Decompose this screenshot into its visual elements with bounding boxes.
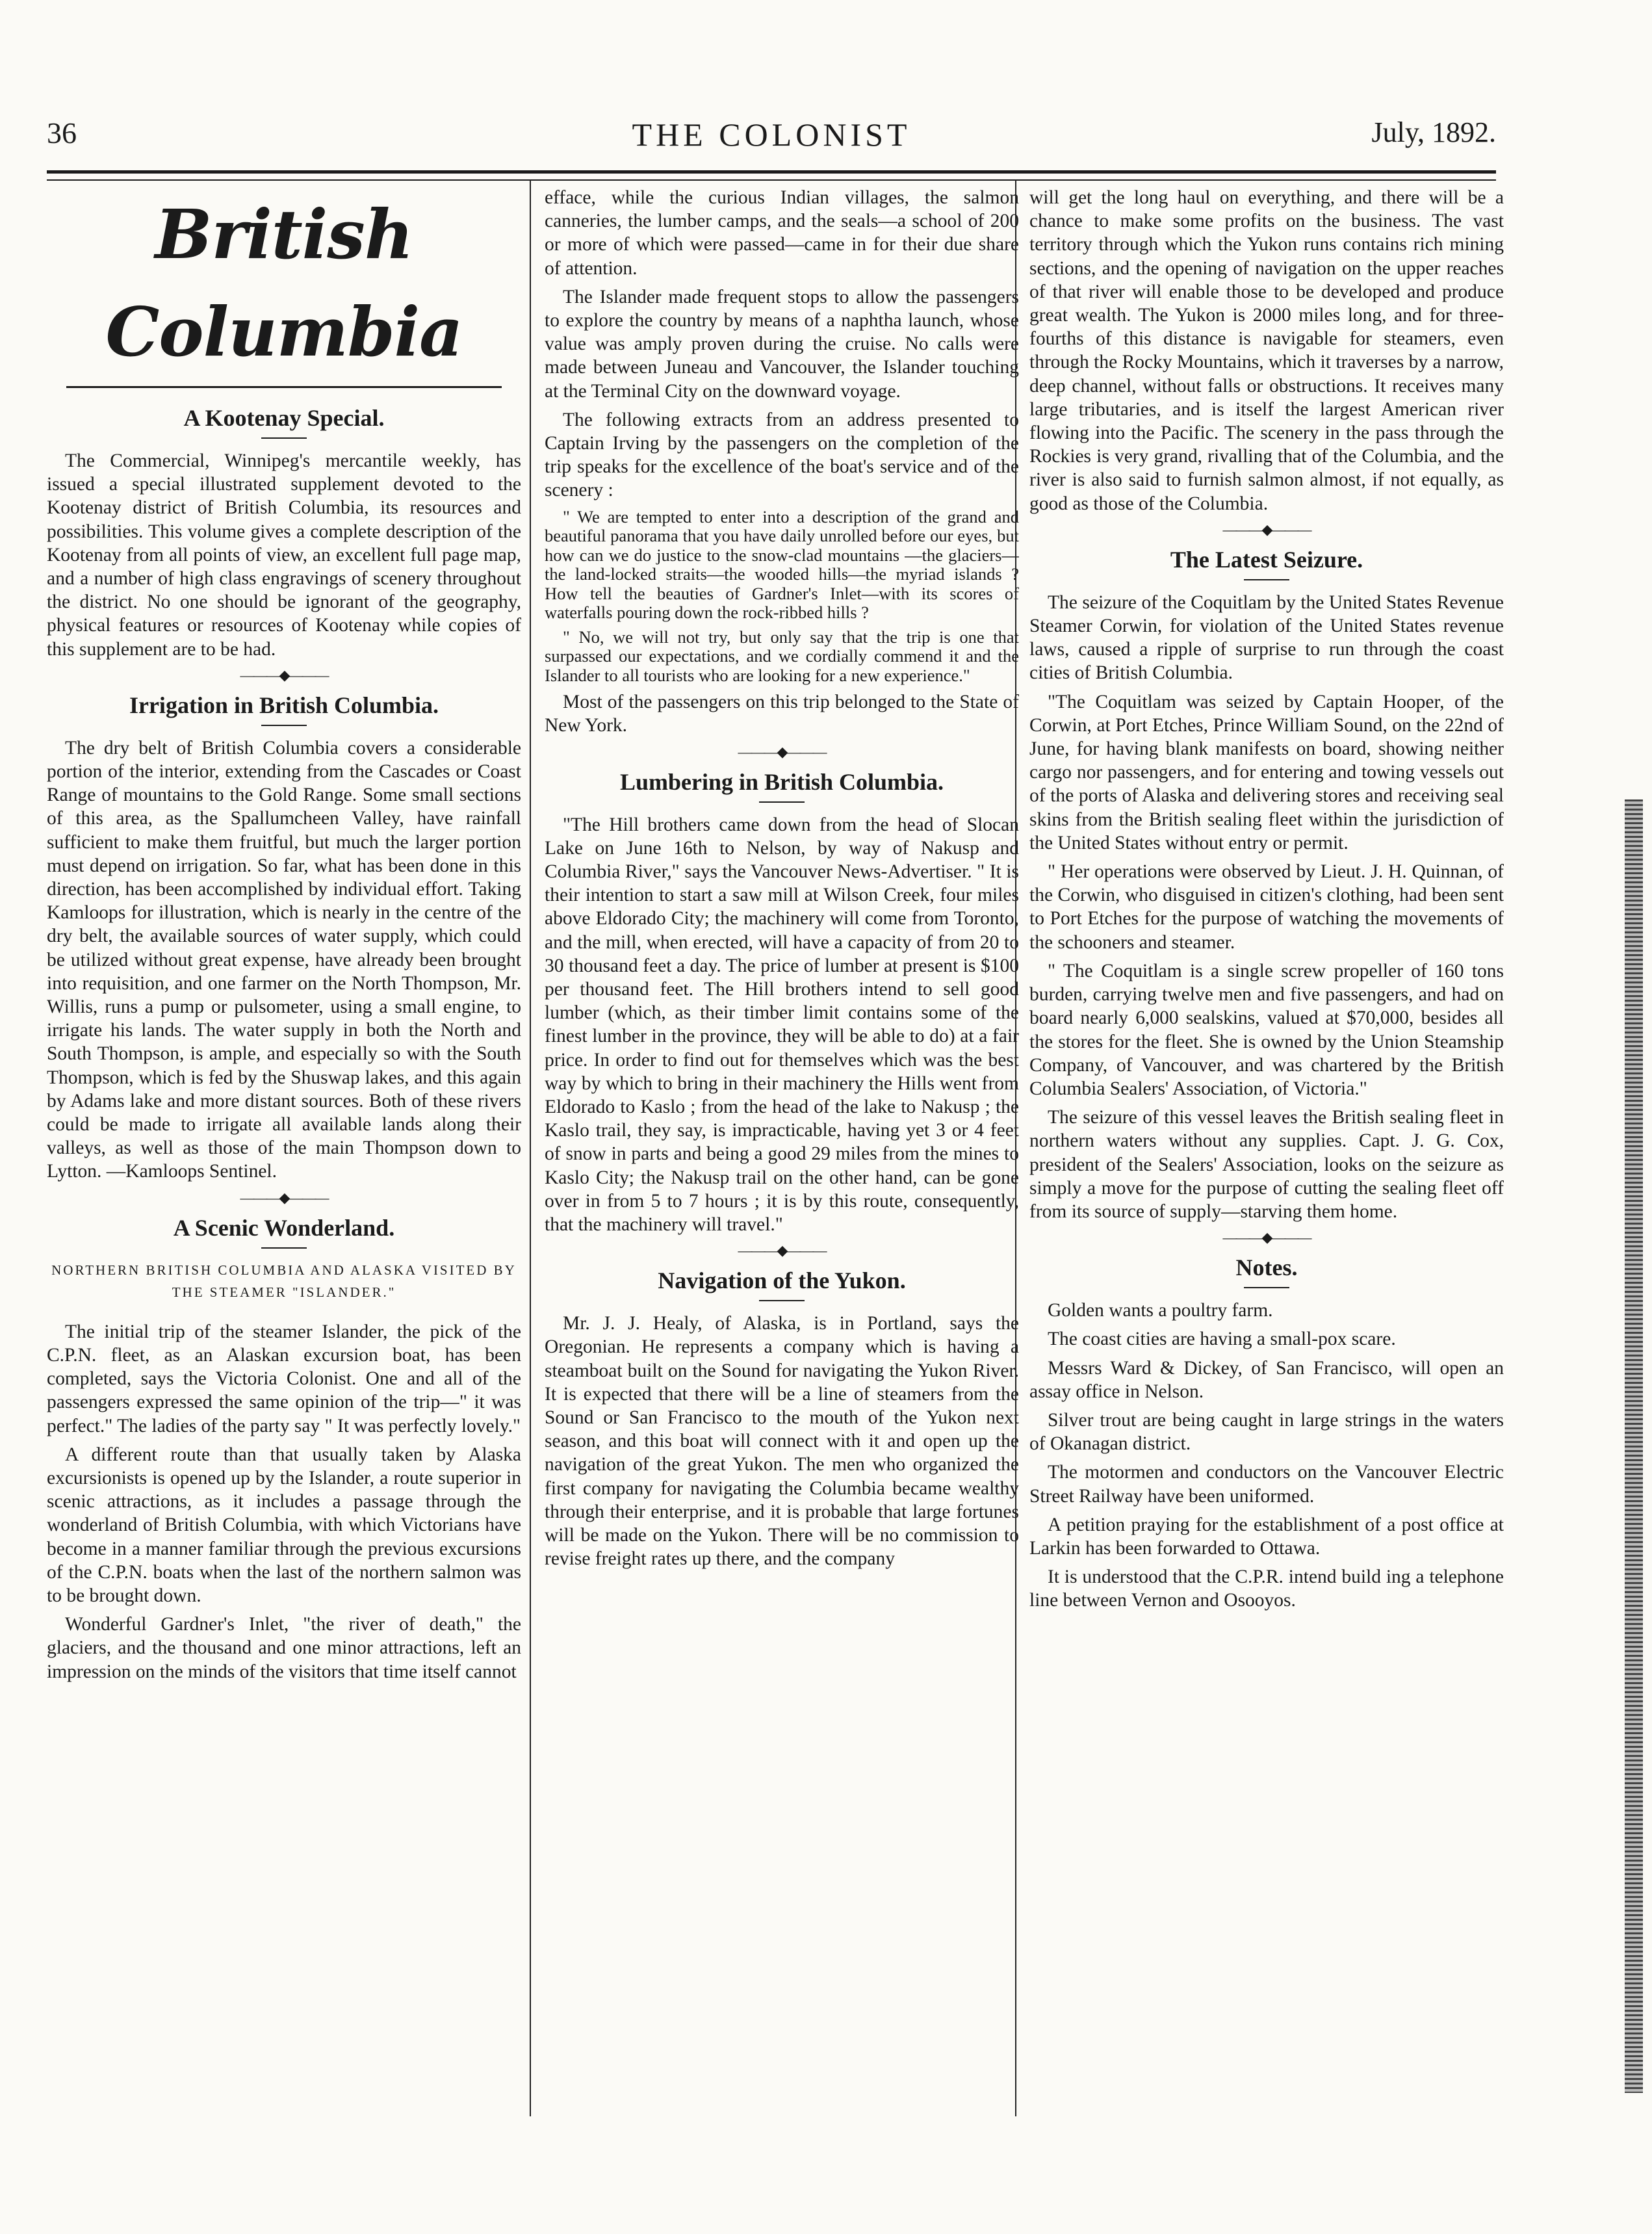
note-item: A petition praying for the establishment of a post office at Larkin has been forwarded to Ottawa. xyxy=(1029,1514,1504,1559)
section-masthead: British Columbia xyxy=(105,194,463,372)
article-title: A Kootenay Special. xyxy=(183,405,385,431)
article-paragraph: will get the long haul on everything, and there will be a chance to make some profits on the business. The vast territory through which the Yukon runs contains rich mining sections, and the opening of navigation on the upper reaches of that river will enable those to be developed and produce great wealth. The Yukon is 2000 miles long, and for three-fourths of this distance is navigable for steamers, even through the Rocky Mountains, which it traverses by a narrow, deep channel, without falls or obstructions. It receives many large tributaries, and is itself the largest American river flowing into the Pacific. The scenery in the pass through the Rockies is very grand, rivalling that of the Columbia, and the river is also said to furnish salmon almost, if not equally, as good as those of the Columbia. xyxy=(1029,187,1504,514)
note-item: The motormen and conductors on the Vancouver Electric Street Railway have been uniformed. xyxy=(1029,1462,1504,1507)
section-divider: ———◆——— xyxy=(240,1189,328,1206)
masthead-rule xyxy=(66,386,502,388)
article-paragraph: The initial trip of the steamer Islander, the pick of the C.P.N. fleet, as an Alaskan excursion boat, has been completed, says the Victoria Colonist. One and all of the passengers expressed the same opinion of the trip—" it was perfect." The ladies of the party say " It was perfectly lovely." xyxy=(47,1321,521,1436)
article-paragraph: Most of the passengers on this trip belonged to the State of New York. xyxy=(545,692,1019,736)
article-title: A Scenic Wonderland. xyxy=(173,1214,395,1241)
note-item: The coast cities are having a small-pox scare. xyxy=(1048,1329,1396,1350)
publication-title: THE COLONIST xyxy=(632,116,911,153)
note-item: Messrs Ward & Dickey, of San Francisco, will open an assay office in Nelson. xyxy=(1029,1357,1504,1402)
article-paragraph: " The Coquitlam is a single screw propeller of 160 tons burden, carrying twelve men and five passengers, and had on board nearly 6,000 sealskins, valued at $70,000, besides all the stores for the fleet. She is owned by the Union Steamship Company, of Vancouver, and was chartered by the British Columbia Sealers' Association, of Victoria." xyxy=(1029,960,1504,1099)
column-1 xyxy=(47,186,521,2136)
article-paragraph: Mr. J. J. Healy, of Alaska, is in Portland, says the Oregonian. He represents a company which is having a steamboat built on the Sound for navigating the Yukon River. It is expected that there will be a line of steamers from the Sound or San Francisco to the mouth of the Yukon next season, and this boat will connect with it and open up the navigation of the great Yukon. The men who organized the first company for navigating the Columbia became wealthy through their enterprise, and it is probable that large fortunes will be made on the Yukon. There will be no commission to revise freight rates up there, and the company xyxy=(545,1313,1019,1570)
column-rule xyxy=(530,179,531,2116)
quoted-paragraph: " We are tempted to enter into a description of the grand and beautiful panorama that you have daily unrolled before our eyes, but how can we do justice to the snow-clad mountains —the glaciers—the land-locked straits—the wooded hills—the myriad islands ? How tell the beauties of Gardner's Inlet—with its scores of waterfalls pouring down the rock-ribbed hills ? xyxy=(545,506,1019,623)
article-paragraph: " Her operations were observed by Lieut. J. H. Quinnan, of the Corwin, who disguised in citizen's clothing, had been sent to Port Etches for the purpose of watching the movements of the schooners and steamer. xyxy=(1029,861,1504,953)
article-subhead: NORTHERN BRITISH COLUMBIA AND ALASKA VISITED BY THE STEAMER "ISLANDER." xyxy=(51,1262,517,1300)
article-paragraph: The following extracts from an address presented to Captain Irving by the passengers on the completion of the trip speaks for the excellence of the boat's service and of the scenery : xyxy=(545,409,1019,501)
article-title: Lumbering in British Columbia. xyxy=(619,768,944,795)
article-paragraph: efface, while the curious Indian villages, the salmon canneries, the lumber camps, and the seals—a school of 200 or more of which were passed—came in for their due share of attention. xyxy=(545,187,1019,279)
note-item: Golden wants a poultry farm. xyxy=(1048,1300,1273,1321)
title-rule xyxy=(759,1300,805,1301)
article-title: Irrigation in British Columbia. xyxy=(129,692,439,718)
scan-binding-edge xyxy=(1625,799,1643,2093)
article-paragraph: "The Hill brothers came down from the head of Slocan Lake on June 16th to Nelson, by way of Nakusp and Columbia River," says the Vancouver News-Advertiser. " It is their intention to start a saw mill at Wilson Creek, four miles above Eldorado City; the machinery will come from Toronto, and the mill, when erected, will have a capacity of from 20 to 30 thousand feet a day. The price of lumber at present is $100 per thousand feet. The Hill brothers intend to sell good lumber (which, as their timber limit contains some of the finest lumber in the province, they will be able to do) at a fair price. In order to find out for themselves which was the best way by which to bring in their machinery the Hills went from Eldorado to Kaslo ; from the head of the lake to Nakusp ; the Kaslo trail, they say, is impracticable, having yet 3 or 4 feet of snow in parts and being a good 29 miles from the mines to Kaslo City; the Nakusp trail on the other hand, can be gone over in from 5 to 7 hours ; it is by this route, consequently, that the machinery will travel." xyxy=(545,814,1019,1235)
page-number: 36 xyxy=(47,116,77,149)
header-rule xyxy=(47,170,1496,174)
title-rule xyxy=(261,437,307,439)
article-title: Notes. xyxy=(1235,1254,1298,1281)
title-rule xyxy=(1244,579,1289,580)
title-rule xyxy=(261,725,307,726)
section-divider: ———◆——— xyxy=(738,1242,826,1259)
article-paragraph: The Commercial, Winnipeg's mercantile weekly, has issued a special illustrated supplement devoted to the Kootenay district of British Columbia, its resources and possibilities. This volume gives a complete description of the Kootenay from all points of view, an excellent full page map, and a number of high class engravings of scenery throughout the district. No one should be ignorant of the geography, physical features or resources of Kootenay while copies of this supplement are to be had. xyxy=(47,450,521,660)
article-paragraph: The dry belt of British Columbia covers a considerable portion of the interior, extending from the Cascades or Coast Range of mountains to the Gold Range. Some small sections of this area, as the Spallumcheen Valley, have rainfall sufficient to make them fruitful, but much the larger portion must depend on irrigation. So far, what has been done in this direction, has been accomplished by individual effort. Taking Kamloops for illustration, which is nearly in the centre of the dry belt, the available sources of water supply, which could be utilized without great expense, have already been brought into requisition, and one farmer on the North Thompson, Mr. Willis, runs a pump or pulsometer, using a small engine, to irrigate his lands. The water supply in both the North and South Thompson, is ample, and especially so with the South Thompson, which is fed by the Shuswap lakes, and this again by Adams lake and more distant sources. Both of these rivers could be made to irrigate all available lands along their valleys, as well as those of the main Thompson down to Lytton. —Kamloops Sentinel. xyxy=(47,737,521,1182)
header-rule-thin xyxy=(47,179,1496,181)
section-divider: ———◆——— xyxy=(1222,521,1311,538)
title-rule xyxy=(1244,1287,1289,1288)
article-title: Navigation of the Yukon. xyxy=(658,1267,906,1294)
issue-date: July, 1892. xyxy=(1371,116,1496,148)
article-paragraph: The seizure of the Coquitlam by the United States Revenue Steamer Corwin, for violation of the United States revenue laws, caused a ripple of surprise to run through the coast cities of British Columbia. xyxy=(1029,591,1504,684)
section-divider: ———◆——— xyxy=(1222,1229,1311,1246)
article-paragraph: Wonderful Gardner's Inlet, "the river of death," the glaciers, and the thousand and one minor attractions, left an impression on the minds of the visitors that time itself cannot xyxy=(47,1614,521,1682)
title-rule xyxy=(261,1247,307,1249)
article-paragraph: "The Coquitlam was seized by Captain Hooper, of the Corwin, at Port Etches, Prince William Sound, on the 22nd of June, for having blank manifests on board, showing neither cargo nor passengers, and for entering and towing vessels out of the ports of Alaska and delivering stores and receiving seal skins from the British sealing fleet within the jurisdiction of the United States without entry or permit. xyxy=(1029,691,1504,853)
section-divider: ———◆——— xyxy=(738,743,826,760)
column-2 xyxy=(545,186,1019,2136)
note-item: It is understood that the C.P.R. intend build ing a telephone line between Vernon and Osooyos. xyxy=(1029,1566,1504,1611)
article-paragraph: The Islander made frequent stops to allow the passengers to explore the country by means of a naphtha launch, whose value was amply proven during the cruise. No calls were made between Juneau and Vancouver, the Islander touching at the Terminal City on the downward voyage. xyxy=(545,286,1019,402)
article-title: The Latest Seizure. xyxy=(1170,546,1363,573)
quoted-paragraph: " No, we will not try, but only say that the trip is one that surpassed our expectations, and we cordially commend it and the Islander to all tourists who are looking for a new experience." xyxy=(545,627,1019,685)
note-item: Silver trout are being caught in large strings in the waters of Okanagan district. xyxy=(1029,1409,1504,1455)
article-paragraph: A different route than that usually taken by Alaska excursionists is opened up by the Islander, a route superior in scenic attractions, as it includes a passage through the wonderland of British Columbia, with which Victorians have become in a manner familiar through the previous excursions of the C.P.N. boats when the last of the northern salmon was to be brought down. xyxy=(47,1444,521,1606)
column-3 xyxy=(1029,186,1504,2136)
title-rule xyxy=(759,801,805,803)
page-header xyxy=(47,116,1496,161)
article-paragraph: The seizure of this vessel leaves the British sealing fleet in northern waters without any supplies. Capt. J. G. Cox, president of the Sealers' Association, looks on the seizure as simply a move for the purpose of cutting the sealing fleet off from its source of supply—starving them home. xyxy=(1029,1107,1504,1222)
section-divider: ———◆——— xyxy=(240,666,328,683)
